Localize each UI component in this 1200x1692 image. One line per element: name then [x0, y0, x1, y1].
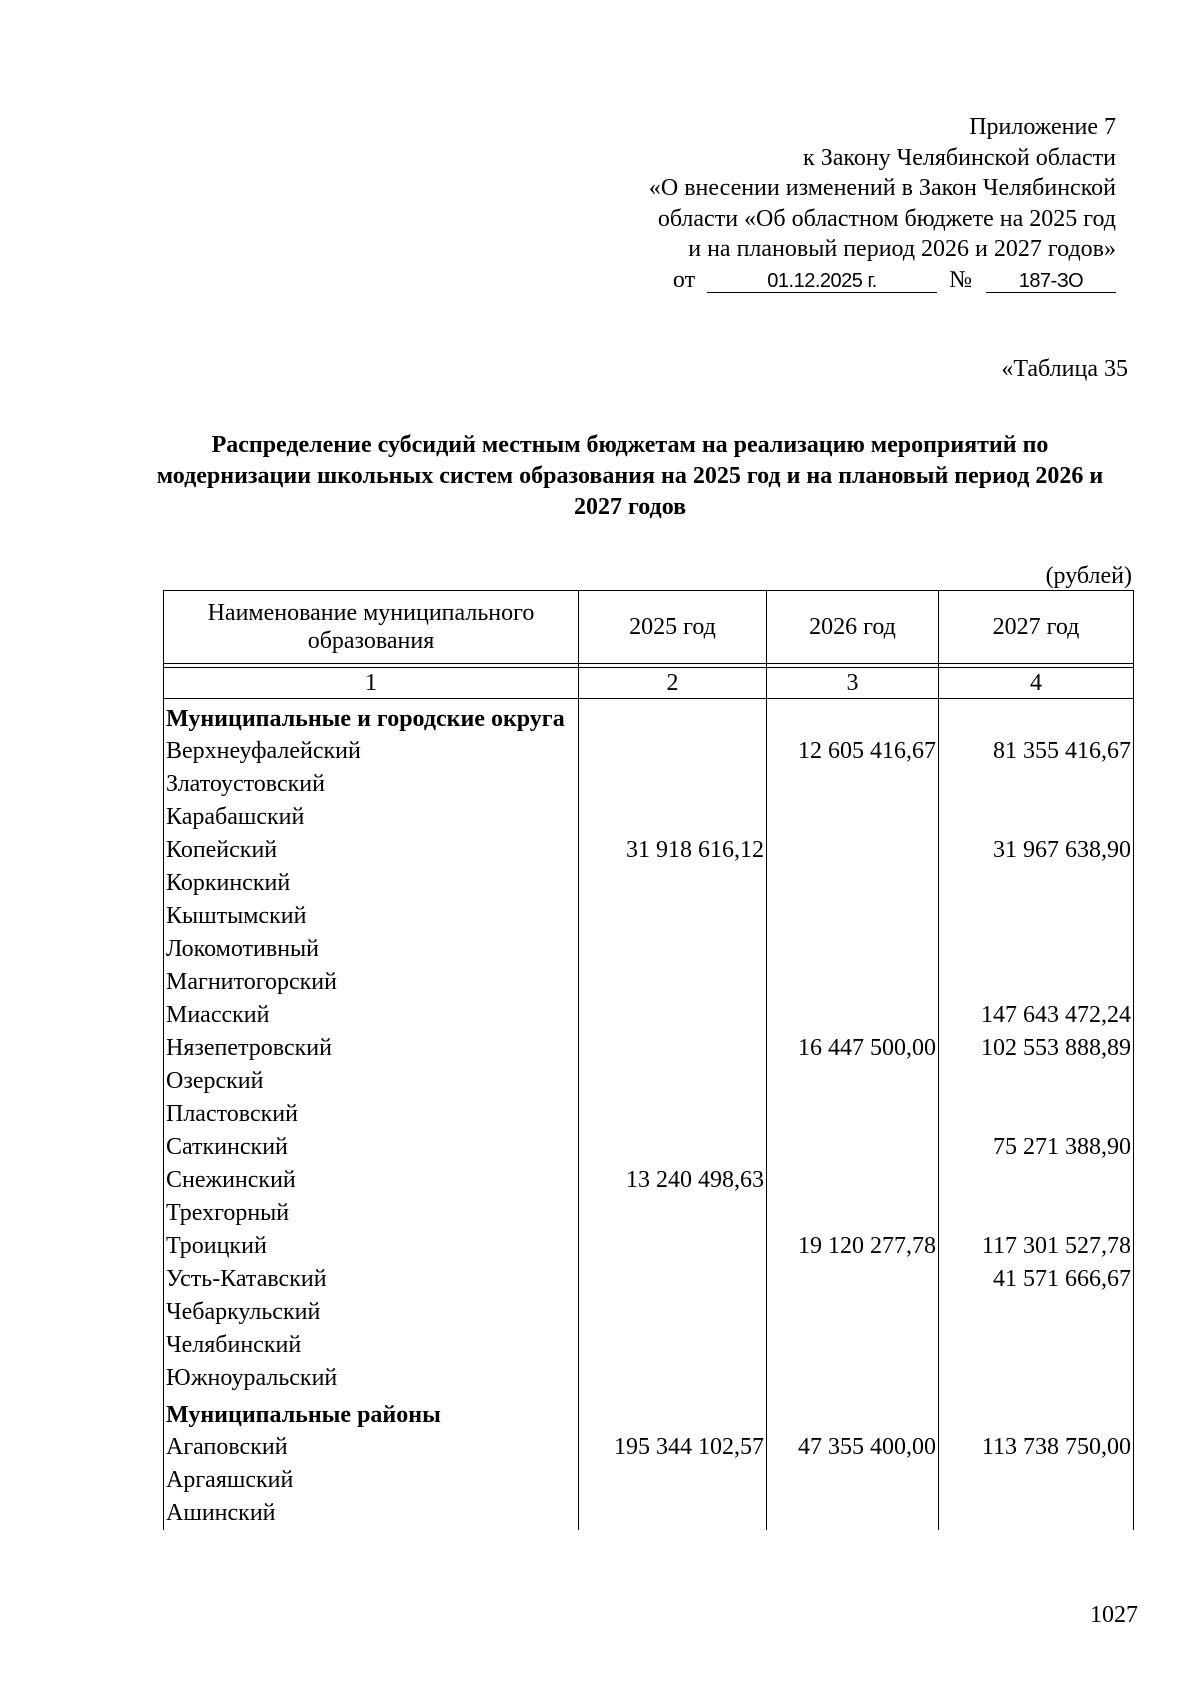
- column-number: 2: [579, 668, 767, 699]
- value-2025: [579, 1464, 767, 1497]
- units-label: (рублей): [1045, 563, 1132, 589]
- value-2027: [939, 966, 1134, 999]
- municipality-name: Златоустовский: [164, 768, 579, 801]
- appendix-line: области «Об областном бюджете на 2025 год: [657, 205, 1116, 232]
- value-2025: [579, 966, 767, 999]
- table-row: [164, 1065, 1134, 1098]
- value-2026: [767, 900, 939, 933]
- table-row: [164, 1164, 1134, 1197]
- section-row: [164, 1395, 1134, 1431]
- value-2025: [579, 1362, 767, 1395]
- table-row: [164, 1464, 1134, 1497]
- value-2027: [939, 1098, 1134, 1131]
- table-row: [164, 1329, 1134, 1362]
- law-date: 01.12.2025 г.: [707, 270, 937, 293]
- municipality-name: Коркинский: [164, 867, 579, 900]
- appendix-line: к Закону Челябинской области: [803, 144, 1116, 171]
- municipality-name: Кыштымский: [164, 900, 579, 933]
- value-2025: [579, 1329, 767, 1362]
- column-number: 3: [767, 668, 939, 699]
- municipality-name: Нязепетровский: [164, 1032, 579, 1065]
- municipality-name: Копейский: [164, 834, 579, 867]
- municipality-name: Трехгорный: [164, 1197, 579, 1230]
- table-row: [164, 900, 1134, 933]
- value-2027: 147 643 472,24: [939, 999, 1134, 1032]
- value-2025: 195 344 102,57: [579, 1431, 767, 1464]
- table-row: [164, 735, 1134, 768]
- appendix-line: «О внесении изменений в Закон Челябинской: [648, 175, 1116, 201]
- law-number: 187-ЗО: [986, 270, 1116, 293]
- appendix-line: и на плановый период 2026 и 2027 годов»: [688, 236, 1116, 262]
- value-2026: [767, 966, 939, 999]
- table-row: [164, 801, 1134, 834]
- from-label: от: [672, 266, 696, 293]
- value-2026: [767, 768, 939, 801]
- value-2026: [767, 699, 939, 736]
- value-2026: [767, 1131, 939, 1164]
- appendix-block: [476, 112, 1116, 295]
- value-2026: [767, 1497, 939, 1530]
- municipality-name: Троицкий: [164, 1230, 579, 1263]
- value-2026: 16 447 500,00: [767, 1032, 939, 1065]
- page-number: 1027: [1090, 1602, 1138, 1628]
- number-label: №: [949, 266, 972, 293]
- value-2026: [767, 933, 939, 966]
- municipality-name: Верхнеуфалейский: [164, 735, 579, 768]
- header-2026: 2026 год: [767, 591, 939, 664]
- value-2026: 47 355 400,00: [767, 1431, 939, 1464]
- value-2026: [767, 1464, 939, 1497]
- value-2027: 31 967 638,90: [939, 834, 1134, 867]
- table-row: [164, 1497, 1134, 1530]
- value-2026: [767, 834, 939, 867]
- column-number: 4: [939, 668, 1134, 699]
- value-2025: [579, 735, 767, 768]
- municipality-name: Челябинский: [164, 1329, 579, 1362]
- value-2025: [579, 1263, 767, 1296]
- municipality-name: Миасский: [164, 999, 579, 1032]
- document-title: Распределение субсидий местным бюджетам на реализацию мероприятий по модернизации школьных систем образования на 2025 год и на плановый период 2026 и 2027 годов: [156, 432, 1104, 520]
- table-row: [164, 1230, 1134, 1263]
- value-2025: [579, 933, 767, 966]
- value-2027: [939, 1197, 1134, 1230]
- value-2025: [579, 768, 767, 801]
- municipality-name: Агаповский: [164, 1431, 579, 1464]
- value-2025: 13 240 498,63: [579, 1164, 767, 1197]
- value-2027: [939, 699, 1134, 736]
- value-2027: 41 571 666,67: [939, 1263, 1134, 1296]
- table-row: [164, 999, 1134, 1032]
- municipality-name: Саткинский: [164, 1131, 579, 1164]
- table-row: [164, 1131, 1134, 1164]
- header-2025: 2025 год: [579, 591, 767, 664]
- value-2026: 19 120 277,78: [767, 1230, 939, 1263]
- table-row: [164, 768, 1134, 801]
- table-reference: «Таблица 35: [1001, 356, 1128, 382]
- table-body: [164, 699, 1134, 1531]
- value-2027: [939, 1329, 1134, 1362]
- municipality-name: Южноуральский: [164, 1362, 579, 1395]
- value-2025: [579, 1098, 767, 1131]
- value-2026: [767, 1164, 939, 1197]
- section-row: [164, 699, 1134, 736]
- value-2025: [579, 1032, 767, 1065]
- municipality-name: Муниципальные и городские округа: [164, 699, 579, 736]
- value-2026: [767, 1296, 939, 1329]
- value-2025: [579, 1230, 767, 1263]
- value-2026: [767, 1197, 939, 1230]
- table-row: [164, 867, 1134, 900]
- table-row: [164, 933, 1134, 966]
- value-2025: [579, 699, 767, 736]
- value-2025: [579, 801, 767, 834]
- municipality-name: Чебаркульский: [164, 1296, 579, 1329]
- table-row: [164, 1197, 1134, 1230]
- value-2027: [939, 1296, 1134, 1329]
- value-2027: [939, 1164, 1134, 1197]
- value-2025: [579, 1395, 767, 1431]
- value-2026: 12 605 416,67: [767, 735, 939, 768]
- table-row: [164, 1362, 1134, 1395]
- value-2025: 31 918 616,12: [579, 834, 767, 867]
- table-row: [164, 1263, 1134, 1296]
- value-2027: [939, 768, 1134, 801]
- header-2027: 2027 год: [939, 591, 1134, 664]
- municipality-name: Локомотивный: [164, 933, 579, 966]
- value-2025: [579, 1197, 767, 1230]
- table-row: [164, 834, 1134, 867]
- value-2027: 75 271 388,90: [939, 1131, 1134, 1164]
- value-2025: [579, 1296, 767, 1329]
- municipality-name: Аргаяшский: [164, 1464, 579, 1497]
- value-2027: 102 553 888,89: [939, 1032, 1134, 1065]
- value-2027: [939, 1362, 1134, 1395]
- value-2026: [767, 801, 939, 834]
- municipality-name: Усть-Катавский: [164, 1263, 579, 1296]
- municipality-name: Пластовский: [164, 1098, 579, 1131]
- column-number: 1: [164, 668, 579, 699]
- value-2025: [579, 1497, 767, 1530]
- value-2026: [767, 867, 939, 900]
- municipality-name: Магнитогорский: [164, 966, 579, 999]
- header-municipality: Наименование муниципального образования: [164, 591, 579, 664]
- value-2026: [767, 1098, 939, 1131]
- value-2025: [579, 900, 767, 933]
- table-row: [164, 966, 1134, 999]
- municipality-name: Озерский: [164, 1065, 579, 1098]
- table-row: [164, 1431, 1134, 1464]
- value-2027: 81 355 416,67: [939, 735, 1134, 768]
- value-2025: [579, 1065, 767, 1098]
- municipality-name: Карабашский: [164, 801, 579, 834]
- value-2026: [767, 1395, 939, 1431]
- value-2025: [579, 1131, 767, 1164]
- value-2027: [939, 801, 1134, 834]
- value-2026: [767, 1263, 939, 1296]
- value-2027: [939, 1497, 1134, 1530]
- value-2027: [939, 900, 1134, 933]
- municipality-name: Ашинский: [164, 1497, 579, 1530]
- table-row: [164, 1296, 1134, 1329]
- signature-line: [476, 265, 1116, 296]
- value-2027: [939, 1395, 1134, 1431]
- appendix-line: Приложение 7: [969, 114, 1116, 140]
- value-2027: [939, 867, 1134, 900]
- value-2026: [767, 1362, 939, 1395]
- value-2027: [939, 933, 1134, 966]
- value-2026: [767, 1065, 939, 1098]
- column-number-row: [164, 668, 1134, 699]
- municipality-name: Снежинский: [164, 1164, 579, 1197]
- value-2026: [767, 1329, 939, 1362]
- value-2025: [579, 867, 767, 900]
- table-row: [164, 1098, 1134, 1131]
- value-2026: [767, 999, 939, 1032]
- subsidy-table: [163, 590, 1134, 1530]
- value-2027: 113 738 750,00: [939, 1431, 1134, 1464]
- value-2027: 117 301 527,78: [939, 1230, 1134, 1263]
- value-2027: [939, 1065, 1134, 1098]
- value-2025: [579, 999, 767, 1032]
- municipality-name: Муниципальные районы: [164, 1395, 579, 1431]
- table-row: [164, 1032, 1134, 1065]
- value-2027: [939, 1464, 1134, 1497]
- header-row: [164, 591, 1134, 664]
